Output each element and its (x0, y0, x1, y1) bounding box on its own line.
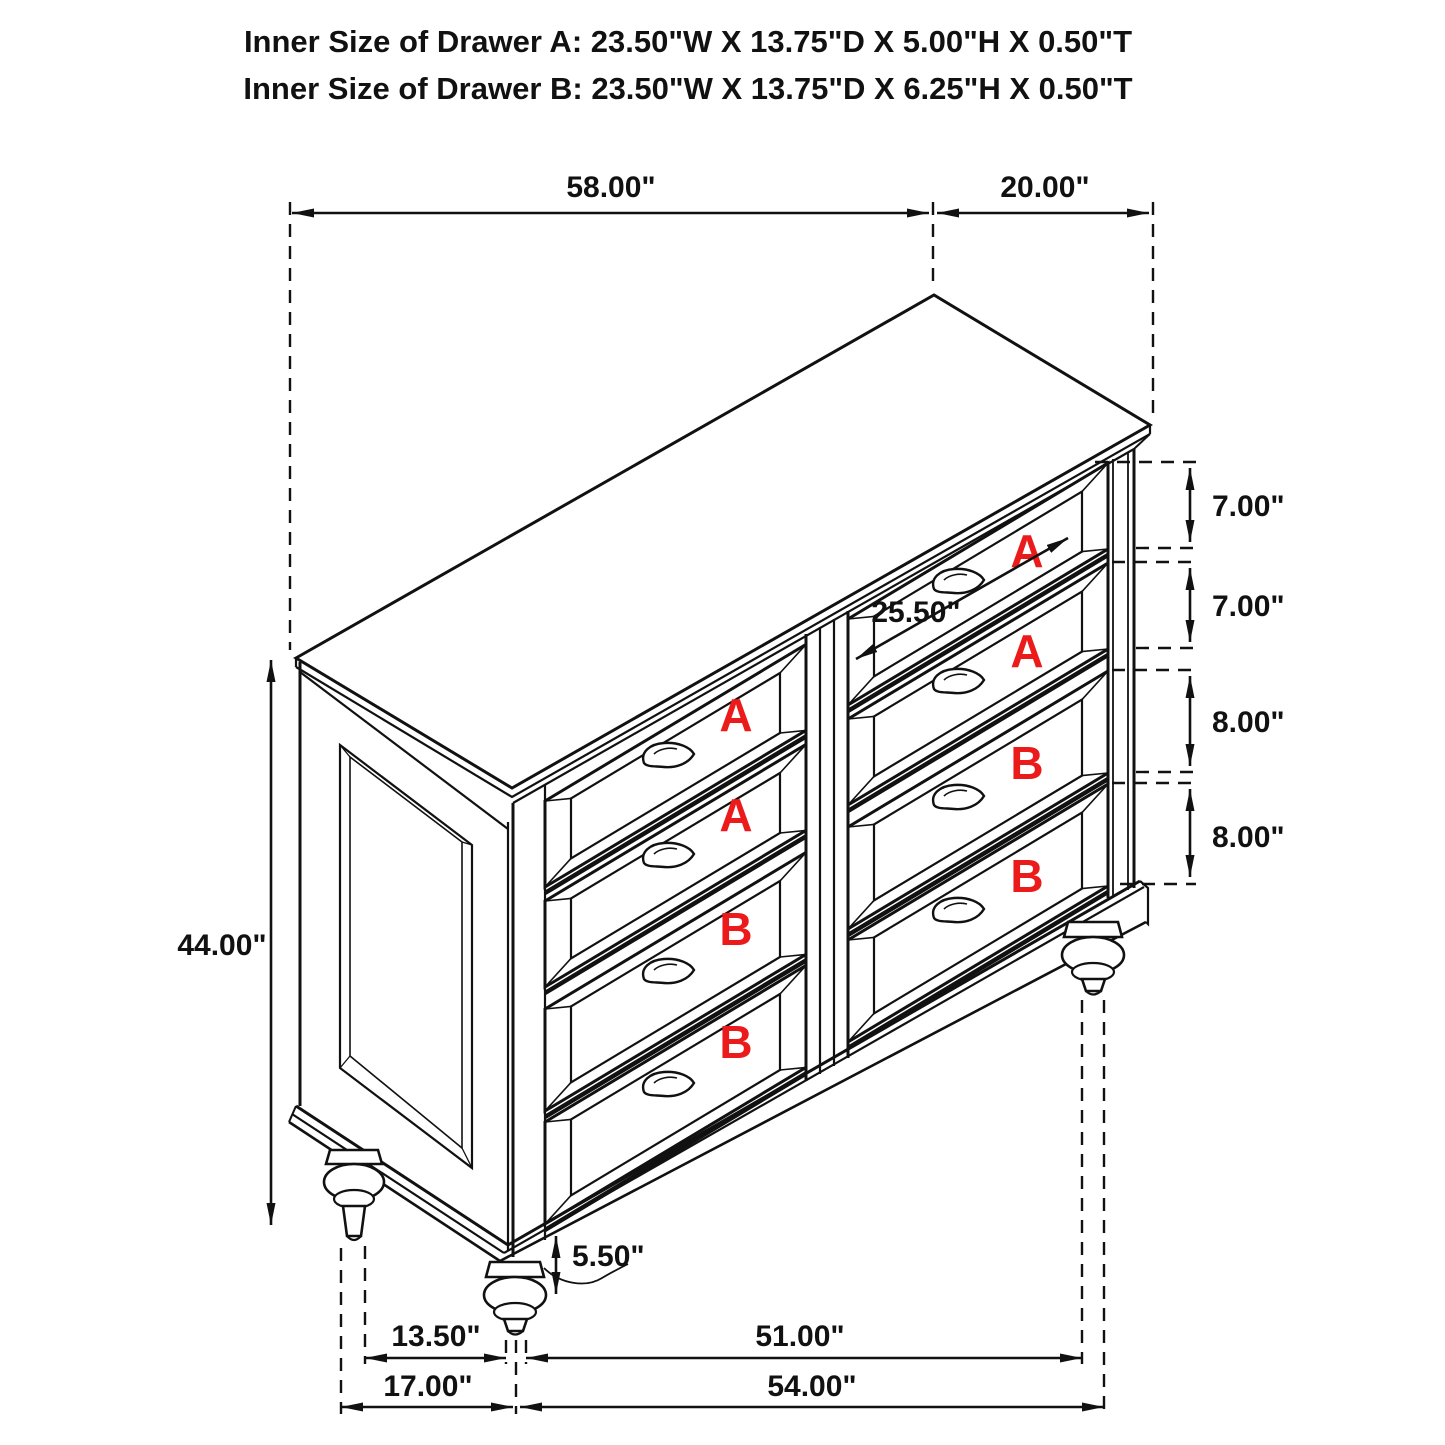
title-drawer-a-size: Inner Size of Drawer A: 23.50"W X 13.75"D X 5.00"H X 0.50"T (243, 24, 1133, 59)
dim-label-drawer4: 8.00" (1212, 821, 1285, 854)
dim-label-inner-width: 25.50" (871, 596, 961, 629)
dim-label-leg-height: 5.50" (572, 1240, 645, 1273)
drawer-letter: B (1010, 850, 1044, 902)
drawer-letter: B (719, 1016, 753, 1068)
dim-label-drawer1: 7.00" (1212, 490, 1285, 523)
drawer-letter: A (1010, 625, 1044, 677)
dim-label-feet-side-inner: 13.50" (391, 1320, 481, 1353)
dim-label-drawer2: 7.00" (1212, 590, 1285, 623)
drawer-letter: B (719, 903, 753, 955)
drawer-letter: A (719, 689, 753, 741)
dim-label-feet-front-inner: 51.00" (755, 1320, 845, 1353)
title-drawer-b-size: Inner Size of Drawer B: 23.50"W X 13.75"D X 6.25"H X 0.50"T (243, 71, 1133, 106)
dim-label-feet-front-outer: 54.00" (767, 1370, 857, 1403)
title-block (243, 24, 1132, 106)
dim-label-height: 44.00" (177, 929, 267, 962)
dim-label-top-depth: 20.00" (1000, 171, 1090, 204)
drawer-letter: B (1010, 737, 1044, 789)
dresser-drawing (289, 295, 1150, 1335)
dim-label-top-width: 58.00" (566, 171, 656, 204)
dim-label-feet-side-outer: 17.00" (383, 1370, 473, 1403)
drawer-letter: A (719, 789, 753, 841)
drawer-letter: A (1010, 525, 1044, 577)
dim-label-drawer3: 8.00" (1212, 706, 1285, 739)
